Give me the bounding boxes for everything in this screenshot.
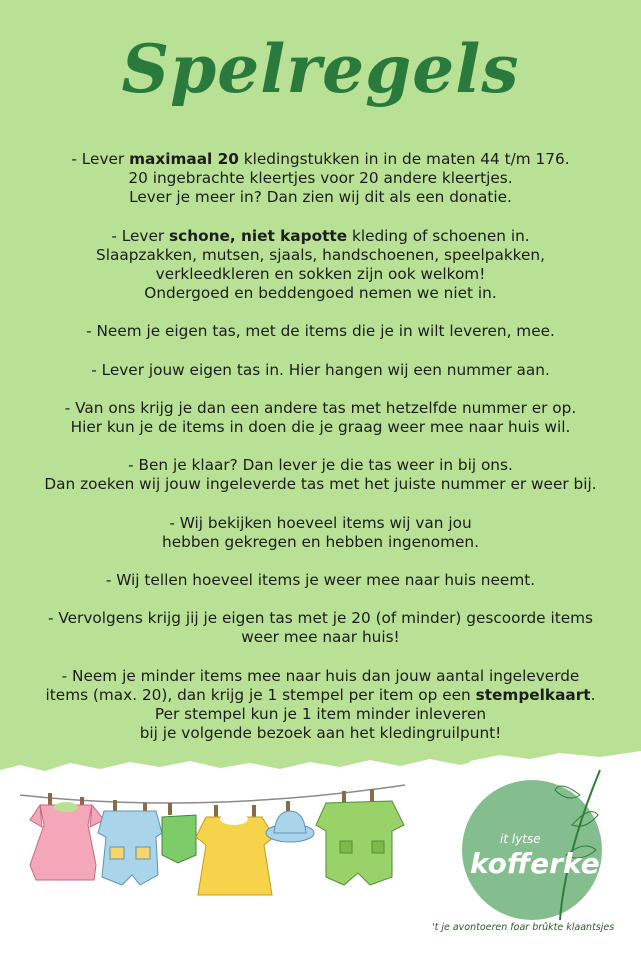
- rule-line: [10, 686, 631, 705]
- rule-line: [10, 169, 631, 188]
- rule-item: [10, 399, 631, 437]
- logo-small-text: it lytse: [500, 832, 541, 846]
- rule-line: [10, 571, 631, 590]
- green-jumpsuit-icon: [316, 789, 404, 885]
- rule-text: - Van ons krijg je dan een andere tas met hetzelfde nummer er op.: [64, 398, 577, 417]
- rule-text: Hier kun je de items in doen die je graag weer mee naar huis wil.: [70, 418, 571, 437]
- rule-text: - Lever: [71, 150, 130, 168]
- blue-romper-icon: [98, 800, 162, 885]
- rule-emphasis: maximaal 20: [129, 150, 239, 168]
- rule-text: Slaapzakken, mutsen, sjaals, handschoenen, speelpakken,: [96, 245, 545, 264]
- rule-text: items (max. 20), dan krijg je 1 stempel per item op een: [45, 685, 476, 704]
- rule-text: - Lever: [111, 226, 170, 245]
- rule-line: [10, 724, 631, 743]
- rule-line: [10, 361, 631, 380]
- rule-text: Per stempel kun je 1 item minder inleveren: [154, 705, 487, 724]
- rule-line: [10, 418, 631, 437]
- rule-text: bij je volgende bezoek aan het kledingruilpunt!: [139, 724, 502, 743]
- rule-item: [10, 322, 631, 341]
- rule-line: [10, 246, 631, 265]
- rule-line: [10, 150, 631, 169]
- rule-text: - Wij tellen hoeveel items je weer mee naar huis neemt.: [105, 571, 536, 590]
- logo-name: kofferke: [470, 847, 600, 880]
- rules-list: [10, 150, 631, 762]
- logo-tagline: 't je avontoeren foar brûkte klaantsjes: [432, 922, 615, 933]
- rule-line: [10, 705, 631, 724]
- rule-text: - Neem je eigen tas, met de items die je in wilt leveren, mee.: [86, 322, 555, 341]
- rule-line: [10, 227, 631, 246]
- rule-text: Lever je meer in? Dan zien wij dit als een donatie.: [129, 188, 512, 207]
- yellow-dress-icon: [196, 805, 274, 895]
- rule-line: [10, 188, 631, 207]
- rule-emphasis: schone, niet kapotte: [169, 226, 348, 245]
- rule-line: [10, 322, 631, 341]
- rule-line: [10, 609, 631, 628]
- rule-line: [10, 667, 631, 686]
- rule-line: [10, 399, 631, 418]
- rule-text: verkleedkleren en sokken zijn ook welkom!: [155, 265, 486, 284]
- rule-text: kleding of schoenen in.: [347, 226, 530, 245]
- rule-item: [10, 150, 631, 208]
- rule-emphasis: stempelkaart: [475, 685, 591, 704]
- rule-line: [10, 456, 631, 475]
- rule-line: [10, 284, 631, 303]
- rule-line: [10, 475, 631, 494]
- rule-text: weer mee naar huis!: [241, 628, 400, 647]
- rule-text: - Ben je klaar? Dan lever je die tas weer in bij ons.: [128, 456, 513, 475]
- rule-text: - Neem je minder items mee naar huis dan jouw aantal ingeleverde: [61, 666, 580, 685]
- rule-item: [10, 456, 631, 494]
- rule-line: [10, 514, 631, 533]
- rule-line: [10, 628, 631, 647]
- rule-text: - Wij bekijken hoeveel items wij van jou: [169, 513, 472, 532]
- rule-line: [10, 533, 631, 552]
- rule-text: - Vervolgens krijg jij je eigen tas met je 20 (of minder) gescoorde items: [47, 609, 593, 628]
- rule-text: 20 ingebrachte kleertjes voor 20 andere kleertjes.: [128, 169, 513, 188]
- rule-item: [10, 571, 631, 590]
- bottom-illustration: [0, 745, 641, 955]
- rule-text: hebben gekregen en hebben ingenomen.: [162, 532, 479, 551]
- rule-text: .: [590, 685, 596, 704]
- page-title: Spelregels: [121, 30, 520, 108]
- rule-line: [10, 265, 631, 284]
- rule-item: [10, 667, 631, 744]
- rule-text: - Lever jouw eigen tas in. Hier hangen wij een nummer aan.: [91, 360, 550, 379]
- rule-item: [10, 609, 631, 647]
- rule-item: [10, 361, 631, 380]
- rule-text: Ondergoed en beddengoed nemen we niet in.: [144, 284, 497, 303]
- rule-item: [10, 227, 631, 304]
- rule-text: kledingstukken in in de maten 44 t/m 176.: [238, 150, 570, 168]
- rule-item: [10, 514, 631, 552]
- rule-text: Dan zoeken wij jouw ingeleverde tas met het juiste nummer er weer bij.: [44, 475, 597, 494]
